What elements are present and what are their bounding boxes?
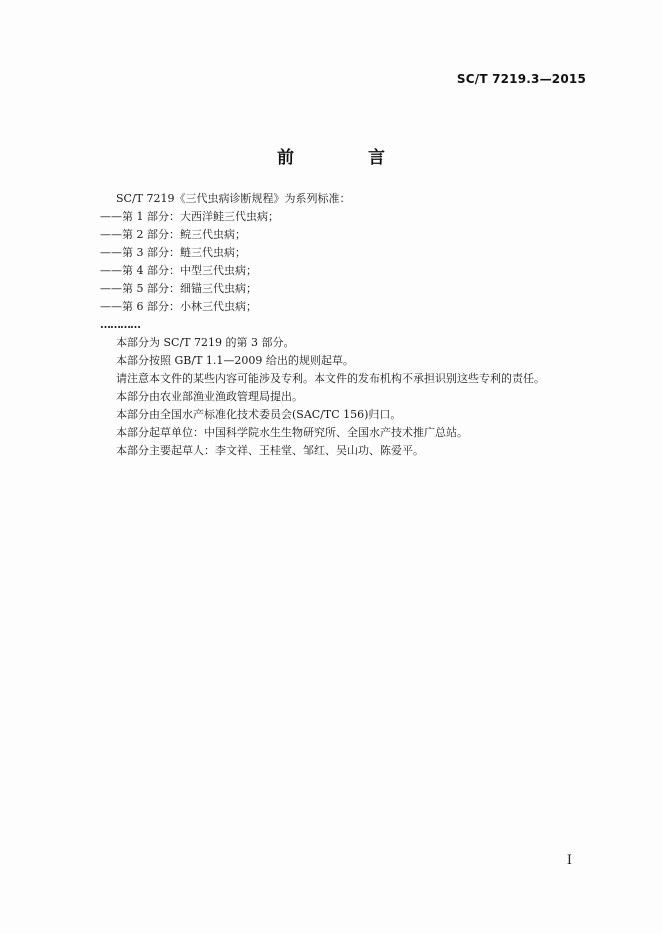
paragraph: 请注意本文件的某些内容可能涉及专利。本文件的发布机构不承担识别这些专利的责任。	[116, 372, 545, 385]
paragraph: 本部分按照 GB/T 1.1—2009 给出的规则起草。	[116, 354, 354, 367]
ellipsis: …………	[100, 318, 140, 331]
part-item: ——第 3 部分：鲢三代虫病；	[100, 246, 246, 259]
page-title: 前 言	[277, 148, 419, 168]
paragraph: 本部分由农业部渔业渔政管理局提出。	[116, 390, 303, 403]
paragraph: 本部分起草单位：中国科学院水生生物研究所、全国水产技术推广总站。	[116, 426, 468, 439]
paragraph: 本部分由全国水产标准化技术委员会(SAC/TC 156)归口。	[116, 408, 402, 421]
part-item: ——第 6 部分：小林三代虫病；	[100, 300, 257, 313]
part-item: ——第 1 部分：大西洋鲑三代虫病；	[100, 210, 279, 223]
page-number: Ⅰ	[566, 853, 572, 868]
standard-code: SC/T 7219.3—2015	[456, 72, 586, 86]
series-intro: SC/T 7219《三代虫病诊断规程》为系列标准：	[116, 192, 351, 205]
paragraph: 本部分主要起草人：李文祥、王桂堂、邹红、吴山功、陈爱平。	[116, 444, 424, 457]
part-item: ——第 2 部分：鲩三代虫病；	[100, 228, 246, 241]
preface-body	[100, 190, 580, 460]
part-item: ——第 4 部分：中型三代虫病；	[100, 264, 257, 277]
paragraph: 本部分为 SC/T 7219 的第 3 部分。	[116, 336, 295, 349]
part-item: ——第 5 部分：细锚三代虫病；	[100, 282, 257, 295]
